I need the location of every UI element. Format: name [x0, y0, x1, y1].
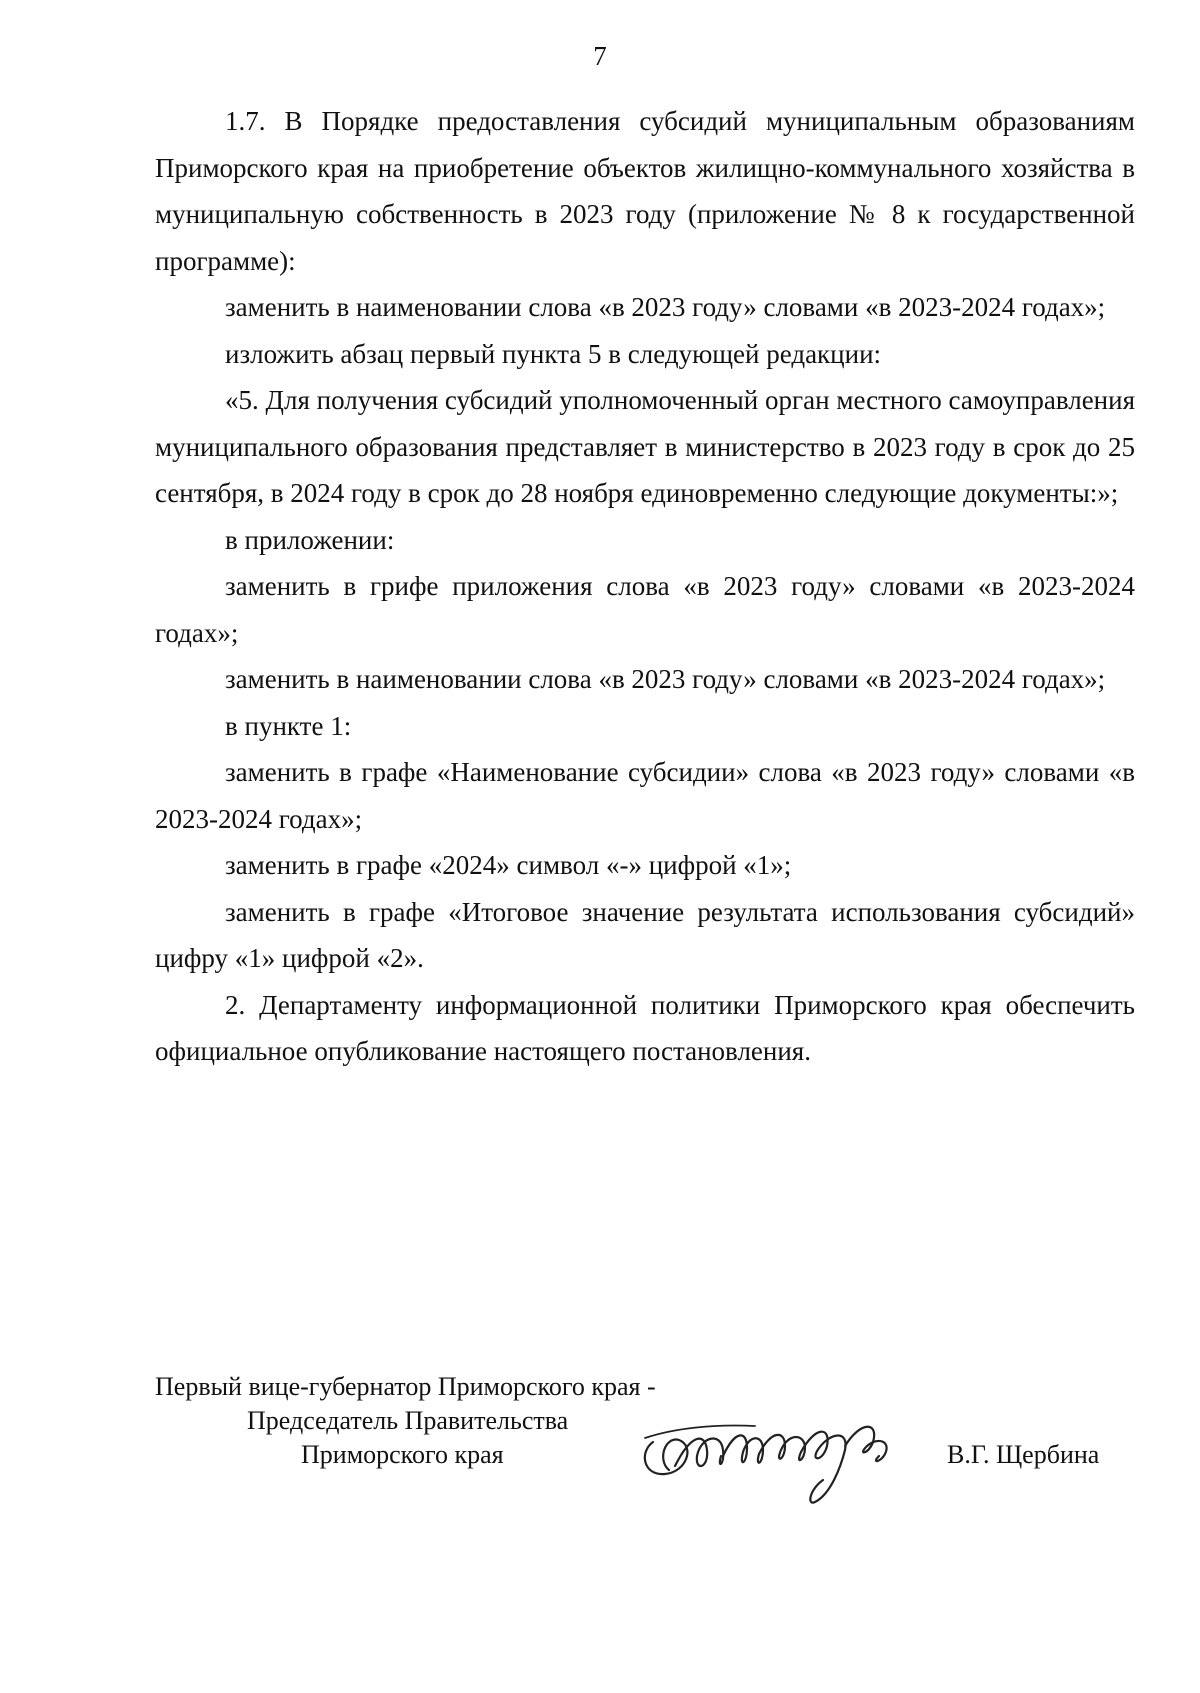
paragraph-1-7: 1.7. В Порядке предоставления субсидий муниципальным образованиям Приморского края на приобретение объектов жилищно-коммунального хозяйства в муниципальную собственность в 2023 году (приложение № 8 к государственной программе):	[155, 106, 1135, 276]
paragraph-replace-title: заменить в наименовании слова «в 2023 году» словами «в 2023-2024 годах»;	[225, 292, 1106, 322]
paragraph-replace-subsidy-name: заменить в графе «Наименование субсидии» слова «в 2023 году» словами «в 2023-2024 годах»;	[155, 757, 1135, 834]
signatory-position-line-2: Председатель Правительства	[247, 1406, 569, 1435]
signatory-name: В.Г. Щербина	[947, 1440, 1100, 1469]
paragraph-item-5-intro: изложить абзац первый пункта 5 в следующей редакции:	[225, 338, 882, 369]
signatory-position-line-1: Первый вице-губернатор Приморского края -	[155, 1372, 656, 1401]
paragraph-2-publication: 2. Департаменту информационной политики Приморского края обеспечить официальное опубликование настоящего постановления.	[155, 989, 1135, 1066]
handwritten-signature-icon	[635, 1390, 935, 1510]
paragraph-replace-name: заменить в наименовании слова «в 2023 году» словами «в 2023-2024 годах»;	[225, 664, 1106, 694]
signatory-position-line-3: Приморского края	[301, 1440, 504, 1469]
page-number: 7	[593, 41, 607, 71]
paragraph-item-5-text: «5. Для получения субсидий уполномоченный орган местного самоуправления муниципального образования представляет в министерство в 2023 году в срок до 25 сентября, в 2024 году в срок до 28 ноября единовременно следующие документы:»;	[155, 385, 1135, 508]
paragraph-replace-final-value: заменить в графе «Итоговое значение результата использования субсидий» цифру «1» цифрой «2».	[155, 896, 1135, 973]
signature-block	[155, 1370, 1135, 1520]
document-body	[155, 98, 1135, 1075]
paragraph-in-point-1: в пункте 1:	[225, 710, 352, 741]
paragraph-replace-2024-column: заменить в графе «2024» символ «-» цифрой «1»;	[225, 850, 792, 880]
paragraph-replace-stamp: заменить в грифе приложения слова «в 2023 году» словами «в 2023-2024 годах»;	[155, 571, 1135, 648]
paragraph-in-appendix: в приложении:	[225, 524, 395, 555]
